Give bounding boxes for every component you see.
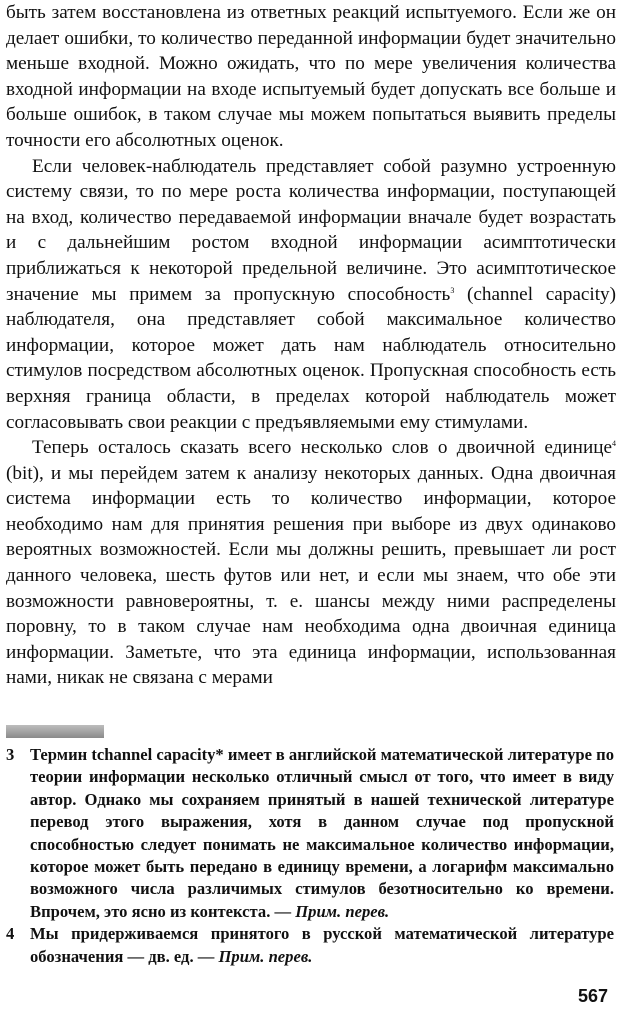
- paragraph-2-part-b: (channel capacity) наблюдателя, она представляет собой максимальное количество информации, которое может дать нам наблюдатель относительно стимулов посредством абсолютных оценок. Пропускная способность есть верхняя граница области, в пределах которой наблюдатель может согласовывать свои реакции с предъявляемыми ему стимулами.: [6, 283, 617, 433]
- footnote-4-number: 4: [6, 924, 15, 944]
- paragraph-3: [6, 435, 616, 691]
- footnote-4-note: Прим. перев.: [218, 946, 313, 966]
- footnote-separator: [6, 725, 104, 738]
- page-number: 567: [577, 986, 608, 1006]
- footnote-3-number: 3: [6, 745, 15, 764]
- footnote-3-text: Термин tchannel capacity* имеет в английской математической литературе по теории информации несколько отличный смысл от того, что имеет в виду автор. Однако мы сохраняем принятый в нашей технической литературе перевод этого выражения, хотя в данном случае под пропускной способностью следует понимать не максимальное количество информации, которое может быть передано в единицу времени, а логарифм максимально возможного числа различимых стимулов безотносительно ко времени. Впрочем, это ясно из контекста. —: [30, 745, 614, 921]
- paragraph-3-part-a: Теперь осталось сказать всего несколько слов о двоичной единице: [32, 437, 612, 459]
- paragraph-2-part-a: Если человек-наблюдатель представляет собой разумно устроенную систему связи, то по мере роста количества информации, поступающей на вход, количество передаваемой информации вначале будет возрастать и с дальнейшим ростом входной информации асимптотически приближаться к некоторой предельной величине. Это асимптотическое значение мы примем за пропускную способность: [6, 155, 616, 305]
- main-text: [6, 0, 616, 691]
- paragraph-3-part-b: (bit), и мы перейдем затем к анализу некоторых данных. Одна двоичная система информации есть то количество информации, которое необходимо нам для принятия решения при выборе из двух одинаково вероятных возможностей. Если мы должны решить, превышает ли рост данного человека, шесть футов или нет, и если мы знаем, что обе эти возможности равновероятны, т. е. шансы между ними распределены поровну, то в таком случае нам необходима одна двоичная единица информации. Заметьте, что эта единица информации, использованная нами, никак не связана с мерами: [6, 462, 616, 689]
- footnotes: [6, 744, 614, 968]
- footnote-ref-4[interactable]: 4: [612, 439, 616, 449]
- paragraph-1: быть затем восстановлена из ответных реакций испытуемого. Если же он делает ошибки, то количество переданной информации будет значительно меньше входной. Можно ожидать, что по мере увеличения количества входной информации на входе испытуемый будет допускать все больше и больше ошибок, в таком случае мы можем попытаться выявить пределы точности его абсолютных оценок.: [6, 2, 616, 151]
- footnote-4-text: Мы придерживаемся принятого в русской математической литературе обозначения — дв. ед. —: [30, 924, 614, 966]
- paragraph-2: [6, 154, 616, 436]
- footnote-ref-3[interactable]: 3: [450, 285, 455, 295]
- footnote-3-note: Прим. перев.: [295, 901, 390, 921]
- footnote-4: [6, 923, 614, 968]
- footnote-3: [6, 744, 614, 923]
